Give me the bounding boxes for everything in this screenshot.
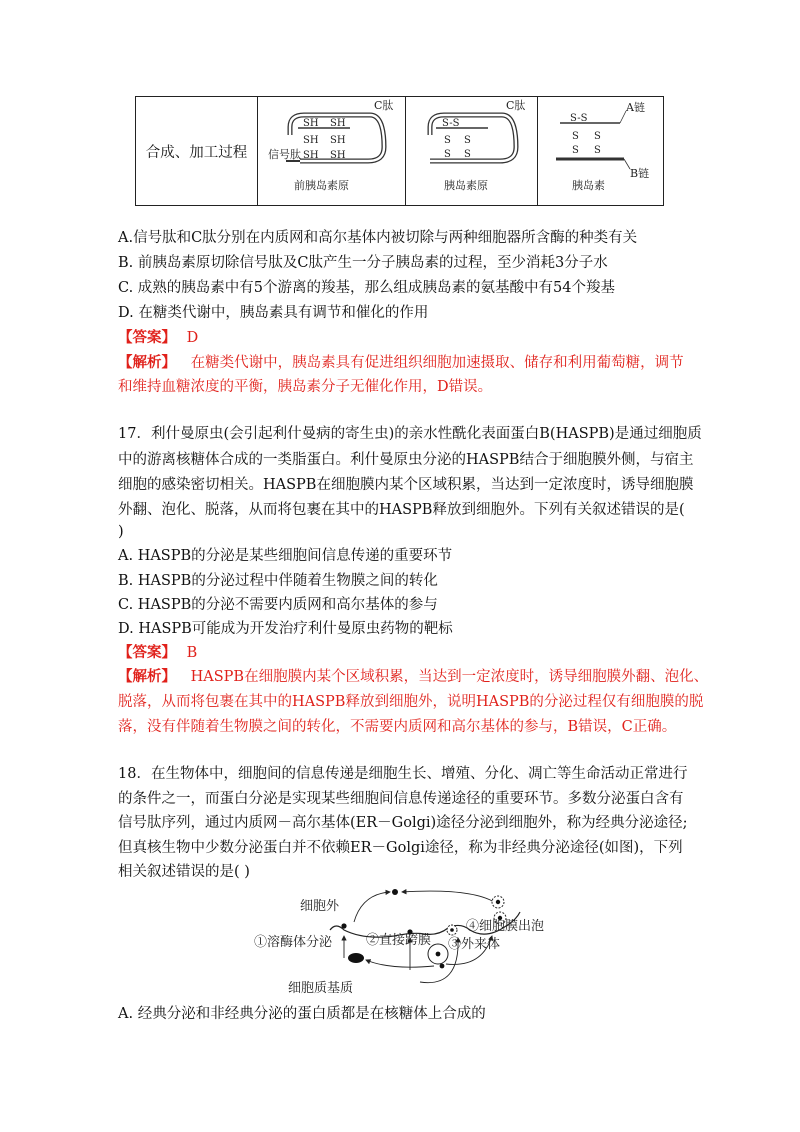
q17-stem-line-5: ) [118,524,124,540]
svg-text:S: S [464,149,471,160]
c-peptide-label: C肽 [374,99,394,112]
svg-text:S: S [444,149,451,160]
q17-option-d: D. HASPB可能成为开发治疗利什曼原虫药物的靶标 [118,621,453,637]
q16-analysis-line-1: 【解析】 在糖类代谢中，胰岛素具有促进组织细胞加速摄取、储存和利用葡萄糖，调节 [118,354,684,371]
q18-stem-line-4: 但真核生物中少数分泌蛋白并不依赖ER－Golgi途径，称为非经典分泌途径(如图)，下列 [118,840,683,856]
q17-stem-line-1: 17．利什曼原虫(会引起利什曼病的寄生虫)的亲水性酰化表面蛋白B(HASPB)是通过细胞质 [118,426,702,442]
analysis-tag: 【解析】 [118,668,176,685]
svg-text:S: S [594,145,601,156]
svg-text:S: S [572,145,579,156]
answer-tag: 【答案】 [118,644,176,661]
q17-answer [118,643,197,663]
q16-answer [118,328,198,348]
svg-text:S: S [594,131,601,142]
svg-text:S-S: S-S [442,118,460,129]
cytoplasm-matrix-label: 细胞质基质 [288,981,354,996]
table-row-label: 合成、加工过程 [136,97,258,206]
direct-translocation-label: ②直接跨膜 [366,933,432,948]
svg-text:S-S: S-S [570,113,588,124]
svg-text:S: S [572,131,579,142]
signal-peptide-label: 信号肽 [268,148,301,161]
panel-preproinsulin [258,97,406,206]
answer-value: B [186,645,198,661]
membrane-blebbing-label: ④细胞膜出泡 [466,919,545,934]
q17-stem-line-3: 细胞的感染密切相关。HASPB在细胞膜内某个区域积累，当达到一定浓度时，诱导细胞膜 [118,477,694,493]
q17-analysis-line-2: 脱落，从而将包裹在其中的HASPB释放到细胞外，说明HASPB的分泌过程仅有细胞膜的脱 [118,694,704,710]
secretion-pathway-figure [254,880,545,998]
svg-text:SH: SH [330,118,346,129]
q18-option-a: A. 经典分泌和非经典分泌的蛋白质都是在核糖体上合成的 [118,1006,486,1022]
q18-stem-line-3: 信号肽序列，通过内质网－高尔基体(ER－Golgi)途径分泌到细胞外，称为经典分泌途径; [118,815,688,831]
analysis-tag: 【解析】 [118,354,176,371]
outside-cell-label: 细胞外 [300,899,340,914]
q18-stem-line-5: 相关叙述错误的是( ) [118,864,250,880]
svg-text:SH: SH [303,118,319,129]
svg-text:SH: SH [330,150,346,161]
q17-option-c: C. HASPB的分泌不需要内质网和高尔基体的参与 [118,597,438,613]
svg-text:SH: SH [303,150,319,161]
synthesis-table [135,96,664,206]
svg-text:SH: SH [303,135,319,146]
q16-option-a: A.信号肽和C肽分别在内质网和高尔基体内被切除与两种细胞器所含酶的种类有关 [118,230,638,246]
q16-option-b: B. 前胰岛素原切除信号肽及C肽产生一分子胰岛素的过程，至少消耗3分子水 [118,255,608,271]
q17-stem-line-4: 外翻、泡化、脱落，从而将包裹在其中的HASPB释放到细胞外。下列有关叙述错误的是( [118,502,685,518]
exosome-label: ③外来体 [448,937,501,952]
svg-text:S: S [444,135,451,146]
preproinsulin-caption: 前胰岛素原 [294,179,349,192]
q17-analysis-line-3: 落，没有伴随着生物膜之间的转化，不需要内质网和高尔基体的参与，B错误，C正确。 [118,719,677,735]
insulin-caption: 胰岛素 [572,179,605,192]
answer-value: D [186,330,199,346]
lysosome-secretion-label: ①溶酶体分泌 [254,935,333,950]
c-peptide-label: C肽 [506,99,526,112]
proinsulin-diagram [406,97,537,201]
svg-text:SH: SH [330,135,346,146]
q17-analysis-line-1: 【解析】 HASPB在细胞膜内某个区域积累，当达到一定浓度时，诱导细胞膜外翻、泡化、 [118,668,709,685]
q16-option-d: D. 在糖类代谢中，胰岛素具有调节和催化的作用 [118,305,429,321]
q18-stem-line-2: 的条件之一，而蛋白分泌是实现某些细胞间信息传递途径的重要环节。多数分泌蛋白含有 [118,791,684,807]
q17-option-b: B. HASPB的分泌过程中伴随着生物膜之间的转化 [118,573,438,589]
panel-proinsulin [406,97,538,206]
q16-analysis-line-2: 和维持血糖浓度的平衡，胰岛素分子无催化作用，D错误。 [118,379,493,395]
answer-tag: 【答案】 [118,329,176,346]
q16-option-c: C. 成熟的胰岛素中有5个游离的羧基，那么组成胰岛素的氨基酸中有54个羧基 [118,280,615,296]
b-chain-label: B链 [630,167,650,180]
q18-stem-line-1: 18．在生物体中，细胞间的信息传递是细胞生长、增殖、分化、凋亡等生命活动正常进行 [118,766,688,782]
proinsulin-caption: 胰岛素原 [444,179,488,192]
a-chain-label: A链 [626,101,645,114]
insulin-diagram [538,97,663,201]
q17-stem-line-2: 中的游离核糖体合成的一类脂蛋白。利什曼原虫分泌的HASPB结合于细胞膜外侧，与宿主 [118,452,694,468]
panel-insulin [538,97,664,206]
svg-text:S: S [464,135,471,146]
q17-option-a: A. HASPB的分泌是某些细胞间信息传递的重要环节 [118,548,453,564]
preproinsulin-diagram [258,97,405,201]
